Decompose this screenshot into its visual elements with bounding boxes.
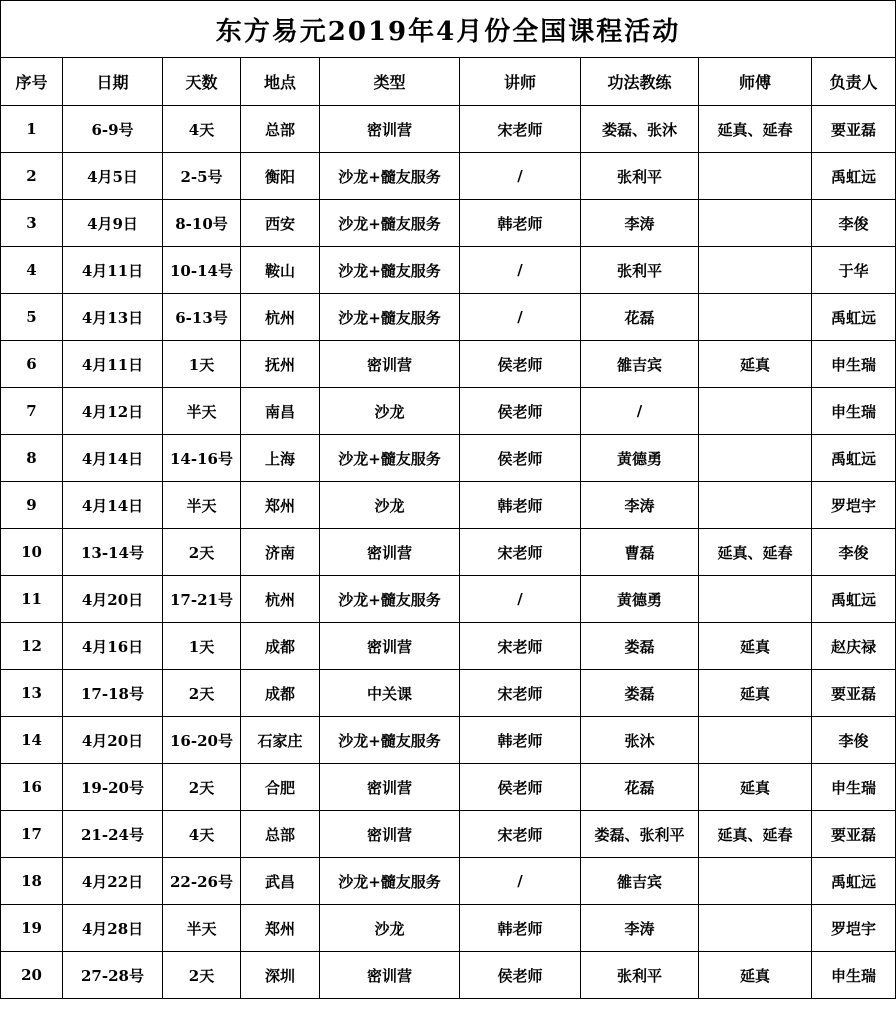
cell-col-date: 4月22日 bbox=[63, 858, 163, 905]
cell-col-date: 21-24号 bbox=[63, 811, 163, 858]
cell-col-index: 6 bbox=[1, 341, 63, 388]
table-body bbox=[1, 106, 896, 999]
cell-col-index: 10 bbox=[1, 529, 63, 576]
cell-col-date: 4月11日 bbox=[63, 341, 163, 388]
table-row bbox=[1, 200, 896, 247]
cell-col-coach: 花磊 bbox=[581, 764, 699, 811]
cell-col-location: 抚州 bbox=[241, 341, 320, 388]
column-header-col-index: 序号 bbox=[1, 58, 63, 106]
cell-col-date: 19-20号 bbox=[63, 764, 163, 811]
cell-col-date: 4月28日 bbox=[63, 905, 163, 952]
cell-col-lecturer: 侯老师 bbox=[460, 764, 581, 811]
cell-col-index: 19 bbox=[1, 905, 63, 952]
cell-col-master bbox=[699, 294, 812, 341]
cell-col-index: 12 bbox=[1, 623, 63, 670]
cell-col-owner: 李俊 bbox=[812, 200, 896, 247]
table-row bbox=[1, 341, 896, 388]
cell-col-lecturer: / bbox=[460, 247, 581, 294]
cell-col-index: 17 bbox=[1, 811, 63, 858]
cell-col-index: 5 bbox=[1, 294, 63, 341]
cell-col-type: 密训营 bbox=[320, 529, 460, 576]
cell-col-owner: 李俊 bbox=[812, 529, 896, 576]
cell-col-type: 沙龙 bbox=[320, 388, 460, 435]
cell-col-owner: 要亚磊 bbox=[812, 670, 896, 717]
cell-col-days: 2天 bbox=[163, 670, 241, 717]
cell-col-type: 沙龙 bbox=[320, 905, 460, 952]
cell-col-owner: 禹虹远 bbox=[812, 858, 896, 905]
cell-col-index: 2 bbox=[1, 153, 63, 200]
cell-col-owner: 赵庆禄 bbox=[812, 623, 896, 670]
cell-col-type: 沙龙 bbox=[320, 482, 460, 529]
table-row bbox=[1, 153, 896, 200]
cell-col-lecturer: 韩老师 bbox=[460, 905, 581, 952]
cell-col-location: 总部 bbox=[241, 811, 320, 858]
cell-col-master bbox=[699, 858, 812, 905]
cell-col-date: 4月5日 bbox=[63, 153, 163, 200]
cell-col-days: 1天 bbox=[163, 341, 241, 388]
table-row bbox=[1, 623, 896, 670]
cell-col-location: 杭州 bbox=[241, 294, 320, 341]
cell-col-lecturer: 宋老师 bbox=[460, 811, 581, 858]
cell-col-index: 7 bbox=[1, 388, 63, 435]
table-row bbox=[1, 106, 896, 153]
cell-col-owner: 李俊 bbox=[812, 717, 896, 764]
cell-col-index: 3 bbox=[1, 200, 63, 247]
cell-col-coach: 娄磊、张沐 bbox=[581, 106, 699, 153]
cell-col-lecturer: 侯老师 bbox=[460, 341, 581, 388]
column-header-col-type: 类型 bbox=[320, 58, 460, 106]
cell-col-index: 4 bbox=[1, 247, 63, 294]
cell-col-type: 沙龙+髓友服务 bbox=[320, 717, 460, 764]
cell-col-days: 1天 bbox=[163, 623, 241, 670]
cell-col-type: 密训营 bbox=[320, 106, 460, 153]
cell-col-master: 延真、延春 bbox=[699, 106, 812, 153]
page-title: 东方易元2019年4月份全国课程活动 bbox=[1, 1, 896, 58]
cell-col-date: 4月12日 bbox=[63, 388, 163, 435]
cell-col-lecturer: 韩老师 bbox=[460, 717, 581, 764]
table-row bbox=[1, 247, 896, 294]
cell-col-location: 成都 bbox=[241, 670, 320, 717]
cell-col-coach: 张沐 bbox=[581, 717, 699, 764]
cell-col-lecturer: 侯老师 bbox=[460, 435, 581, 482]
cell-col-master bbox=[699, 905, 812, 952]
cell-col-type: 中关课 bbox=[320, 670, 460, 717]
column-header-col-lecturer: 讲师 bbox=[460, 58, 581, 106]
cell-col-coach: / bbox=[581, 388, 699, 435]
cell-col-owner: 禹虹远 bbox=[812, 576, 896, 623]
column-header-col-master: 师傅 bbox=[699, 58, 812, 106]
table-row bbox=[1, 388, 896, 435]
cell-col-location: 衡阳 bbox=[241, 153, 320, 200]
cell-col-master bbox=[699, 435, 812, 482]
cell-col-type: 沙龙+髓友服务 bbox=[320, 247, 460, 294]
cell-col-master: 延真、延春 bbox=[699, 529, 812, 576]
cell-col-owner: 要亚磊 bbox=[812, 106, 896, 153]
cell-col-type: 密训营 bbox=[320, 764, 460, 811]
cell-col-master: 延真 bbox=[699, 952, 812, 999]
cell-col-index: 8 bbox=[1, 435, 63, 482]
cell-col-owner: 申生瑞 bbox=[812, 388, 896, 435]
cell-col-days: 4天 bbox=[163, 106, 241, 153]
cell-col-master bbox=[699, 153, 812, 200]
cell-col-days: 2天 bbox=[163, 764, 241, 811]
cell-col-master bbox=[699, 200, 812, 247]
cell-col-type: 沙龙+髓友服务 bbox=[320, 435, 460, 482]
cell-col-location: 合肥 bbox=[241, 764, 320, 811]
cell-col-index: 13 bbox=[1, 670, 63, 717]
cell-col-location: 郑州 bbox=[241, 905, 320, 952]
cell-col-lecturer: / bbox=[460, 858, 581, 905]
cell-col-lecturer: 韩老师 bbox=[460, 482, 581, 529]
cell-col-coach: 张利平 bbox=[581, 952, 699, 999]
cell-col-coach: 曹磊 bbox=[581, 529, 699, 576]
cell-col-location: 总部 bbox=[241, 106, 320, 153]
cell-col-owner: 禹虹远 bbox=[812, 153, 896, 200]
table-row bbox=[1, 482, 896, 529]
cell-col-days: 4天 bbox=[163, 811, 241, 858]
cell-col-lecturer: / bbox=[460, 294, 581, 341]
cell-col-coach: 张利平 bbox=[581, 247, 699, 294]
cell-col-lecturer: 侯老师 bbox=[460, 952, 581, 999]
cell-col-owner: 要亚磊 bbox=[812, 811, 896, 858]
cell-col-lecturer: 宋老师 bbox=[460, 623, 581, 670]
cell-col-date: 4月16日 bbox=[63, 623, 163, 670]
cell-col-coach: 花磊 bbox=[581, 294, 699, 341]
cell-col-master: 延真 bbox=[699, 341, 812, 388]
table-row bbox=[1, 764, 896, 811]
cell-col-location: 上海 bbox=[241, 435, 320, 482]
cell-col-lecturer: 韩老师 bbox=[460, 200, 581, 247]
cell-col-index: 18 bbox=[1, 858, 63, 905]
cell-col-date: 4月11日 bbox=[63, 247, 163, 294]
cell-col-coach: 李涛 bbox=[581, 482, 699, 529]
table-row bbox=[1, 670, 896, 717]
column-header-col-owner: 负责人 bbox=[812, 58, 896, 106]
cell-col-master bbox=[699, 247, 812, 294]
cell-col-type: 密训营 bbox=[320, 341, 460, 388]
cell-col-location: 武昌 bbox=[241, 858, 320, 905]
cell-col-days: 2天 bbox=[163, 529, 241, 576]
cell-col-date: 13-14号 bbox=[63, 529, 163, 576]
cell-col-lecturer: 侯老师 bbox=[460, 388, 581, 435]
cell-col-master: 延真、延春 bbox=[699, 811, 812, 858]
cell-col-owner: 罗垲宇 bbox=[812, 482, 896, 529]
cell-col-master: 延真 bbox=[699, 670, 812, 717]
cell-col-index: 16 bbox=[1, 764, 63, 811]
cell-col-master: 延真 bbox=[699, 764, 812, 811]
cell-col-location: 石家庄 bbox=[241, 717, 320, 764]
cell-col-type: 沙龙+髓友服务 bbox=[320, 294, 460, 341]
cell-col-days: 半天 bbox=[163, 482, 241, 529]
cell-col-days: 6-13号 bbox=[163, 294, 241, 341]
cell-col-date: 4月14日 bbox=[63, 435, 163, 482]
cell-col-days: 22-26号 bbox=[163, 858, 241, 905]
cell-col-lecturer: / bbox=[460, 153, 581, 200]
cell-col-location: 南昌 bbox=[241, 388, 320, 435]
cell-col-days: 14-16号 bbox=[163, 435, 241, 482]
cell-col-index: 20 bbox=[1, 952, 63, 999]
cell-col-date: 4月13日 bbox=[63, 294, 163, 341]
cell-col-master bbox=[699, 576, 812, 623]
table-row bbox=[1, 905, 896, 952]
cell-col-location: 成都 bbox=[241, 623, 320, 670]
cell-col-type: 密训营 bbox=[320, 952, 460, 999]
cell-col-days: 16-20号 bbox=[163, 717, 241, 764]
column-header-col-coach: 功法教练 bbox=[581, 58, 699, 106]
cell-col-coach: 娄磊 bbox=[581, 670, 699, 717]
cell-col-owner: 罗垲宇 bbox=[812, 905, 896, 952]
cell-col-coach: 黄德勇 bbox=[581, 576, 699, 623]
cell-col-coach: 黄德勇 bbox=[581, 435, 699, 482]
cell-col-coach: 张利平 bbox=[581, 153, 699, 200]
cell-col-type: 沙龙+髓友服务 bbox=[320, 858, 460, 905]
cell-col-master bbox=[699, 388, 812, 435]
cell-col-lecturer: 宋老师 bbox=[460, 529, 581, 576]
cell-col-master: 延真 bbox=[699, 623, 812, 670]
column-header-col-date: 日期 bbox=[63, 58, 163, 106]
cell-col-coach: 李涛 bbox=[581, 200, 699, 247]
cell-col-coach: 娄磊 bbox=[581, 623, 699, 670]
cell-col-master bbox=[699, 482, 812, 529]
cell-col-date: 4月14日 bbox=[63, 482, 163, 529]
table-row bbox=[1, 811, 896, 858]
cell-col-master bbox=[699, 717, 812, 764]
table-row bbox=[1, 952, 896, 999]
cell-col-date: 6-9号 bbox=[63, 106, 163, 153]
cell-col-owner: 禹虹远 bbox=[812, 294, 896, 341]
cell-col-days: 半天 bbox=[163, 388, 241, 435]
column-header-col-location: 地点 bbox=[241, 58, 320, 106]
cell-col-type: 沙龙+髓友服务 bbox=[320, 153, 460, 200]
cell-col-type: 密训营 bbox=[320, 811, 460, 858]
cell-col-days: 2-5号 bbox=[163, 153, 241, 200]
cell-col-days: 2天 bbox=[163, 952, 241, 999]
cell-col-location: 郑州 bbox=[241, 482, 320, 529]
cell-col-owner: 于华 bbox=[812, 247, 896, 294]
cell-col-location: 深圳 bbox=[241, 952, 320, 999]
cell-col-owner: 申生瑞 bbox=[812, 764, 896, 811]
cell-col-owner: 申生瑞 bbox=[812, 952, 896, 999]
cell-col-location: 杭州 bbox=[241, 576, 320, 623]
cell-col-owner: 申生瑞 bbox=[812, 341, 896, 388]
table-row bbox=[1, 294, 896, 341]
cell-col-days: 半天 bbox=[163, 905, 241, 952]
cell-col-location: 西安 bbox=[241, 200, 320, 247]
table-row bbox=[1, 529, 896, 576]
cell-col-lecturer: 宋老师 bbox=[460, 670, 581, 717]
table-header-row bbox=[1, 58, 896, 106]
column-header-col-days: 天数 bbox=[163, 58, 241, 106]
cell-col-date: 4月20日 bbox=[63, 717, 163, 764]
table-row bbox=[1, 576, 896, 623]
cell-col-index: 1 bbox=[1, 106, 63, 153]
cell-col-days: 8-10号 bbox=[163, 200, 241, 247]
cell-col-date: 17-18号 bbox=[63, 670, 163, 717]
cell-col-coach: 雒吉宾 bbox=[581, 858, 699, 905]
cell-col-index: 14 bbox=[1, 717, 63, 764]
cell-col-type: 沙龙+髓友服务 bbox=[320, 200, 460, 247]
cell-col-days: 17-21号 bbox=[163, 576, 241, 623]
cell-col-location: 济南 bbox=[241, 529, 320, 576]
table-row bbox=[1, 858, 896, 905]
table-row bbox=[1, 435, 896, 482]
cell-col-coach: 李涛 bbox=[581, 905, 699, 952]
cell-col-lecturer: / bbox=[460, 576, 581, 623]
cell-col-date: 27-28号 bbox=[63, 952, 163, 999]
cell-col-location: 鞍山 bbox=[241, 247, 320, 294]
cell-col-date: 4月20日 bbox=[63, 576, 163, 623]
cell-col-type: 密训营 bbox=[320, 623, 460, 670]
table-row bbox=[1, 717, 896, 764]
cell-col-type: 沙龙+髓友服务 bbox=[320, 576, 460, 623]
cell-col-coach: 雒吉宾 bbox=[581, 341, 699, 388]
cell-col-index: 9 bbox=[1, 482, 63, 529]
cell-col-lecturer: 宋老师 bbox=[460, 106, 581, 153]
cell-col-days: 10-14号 bbox=[163, 247, 241, 294]
cell-col-coach: 娄磊、张利平 bbox=[581, 811, 699, 858]
cell-col-date: 4月9日 bbox=[63, 200, 163, 247]
cell-col-index: 11 bbox=[1, 576, 63, 623]
cell-col-owner: 禹虹远 bbox=[812, 435, 896, 482]
